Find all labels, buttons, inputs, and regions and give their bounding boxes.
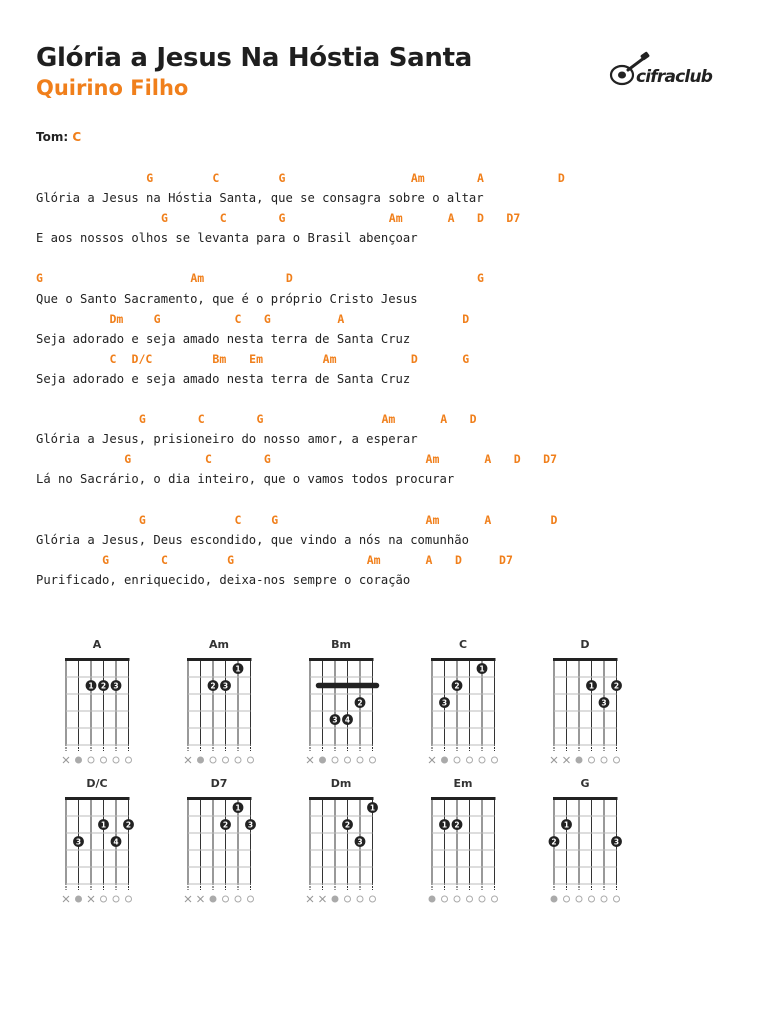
fretboard (540, 793, 630, 903)
chord-c[interactable]: C (212, 171, 220, 185)
chord-am[interactable]: Am (366, 552, 381, 567)
chord-c[interactable]: C (219, 211, 227, 226)
logo-text: cifraclub (636, 67, 713, 87)
chord-a[interactable]: A (425, 552, 433, 567)
finger-dot (245, 819, 256, 830)
finger-dot (342, 819, 353, 830)
chord-d[interactable]: D (513, 452, 521, 467)
chord-diagram-name: Am (209, 638, 229, 651)
fretboard (418, 654, 508, 764)
chord-d7[interactable]: D7 (506, 211, 521, 226)
svg-text:2: 2 (344, 820, 351, 830)
chord-c[interactable]: C (205, 452, 212, 467)
finger-dot (477, 663, 488, 674)
lyric-text: Lá no Sacrário, o dia inteiro, que o vamos todos procurar (36, 472, 455, 487)
chord-diagram-am[interactable] (174, 638, 264, 758)
chord-a[interactable]: A (484, 452, 492, 467)
svg-text:1: 1 (588, 681, 595, 691)
chord-g[interactable]: G (138, 412, 146, 427)
chord-am[interactable]: Am (190, 271, 205, 286)
svg-text:3: 3 (613, 837, 620, 847)
chord-g[interactable]: G (462, 351, 470, 366)
svg-text:3: 3 (113, 681, 119, 691)
finger-dot (367, 802, 378, 813)
chord-g[interactable]: G (138, 512, 146, 527)
chord-g[interactable]: G (146, 171, 154, 185)
finger-dot (233, 663, 244, 674)
svg-text:2: 2 (454, 820, 460, 830)
chord-c[interactable]: C (234, 311, 242, 326)
svg-text:1: 1 (441, 820, 448, 830)
chord-am[interactable]: Am (388, 211, 403, 226)
finger-dot (208, 680, 219, 691)
svg-text:2: 2 (551, 837, 557, 847)
chord-diagram-name: Bm (331, 638, 351, 651)
lyric-text: Que o Santo Sacramento, que é o próprio Cristo Jesus (36, 291, 418, 306)
chord-diagram-a[interactable] (52, 638, 142, 758)
chord-bm[interactable]: Bm (212, 351, 227, 366)
lyric-text: Glória a Jesus, prisioneiro do nosso amor, a esperar (36, 432, 418, 447)
finger-dot (439, 697, 450, 708)
chord-d7[interactable]: D7 (499, 552, 513, 567)
chord-diagram-name: A (92, 638, 102, 651)
finger-dot (561, 819, 572, 830)
lyric-text: Glória a Jesus na Hóstia Santa, que se consagra sobre o altar (36, 191, 484, 206)
svg-text:2: 2 (100, 681, 107, 691)
svg-text:2: 2 (357, 698, 363, 708)
finger-dot (355, 697, 366, 708)
song-title: Glória a Jesus Na Hóstia Santa (36, 43, 473, 73)
finger-dot (111, 680, 122, 691)
finger-dot (611, 836, 622, 847)
chord-g[interactable]: G (124, 452, 132, 467)
fretboard (174, 793, 264, 903)
chord-em[interactable]: Em (249, 351, 263, 366)
artist-name[interactable]: Quirino Filho (36, 76, 189, 100)
chord-diagram-d[interactable] (540, 638, 630, 758)
chord-c[interactable]: C (197, 412, 205, 427)
chord-diagram-name: Em (453, 777, 473, 790)
chord-diagram-name: G (580, 777, 590, 790)
svg-text:1: 1 (235, 664, 241, 674)
chord-diagram-dm[interactable] (296, 777, 386, 897)
chord-d[interactable]: D (477, 211, 484, 226)
fretboard (418, 793, 508, 903)
chord-diagram-d-c[interactable] (52, 777, 142, 897)
chord-dm[interactable]: Dm (109, 311, 124, 326)
chord-diagram-name: C (458, 638, 468, 651)
svg-text:3: 3 (441, 698, 448, 708)
finger-dot (439, 819, 450, 830)
chord-g[interactable]: G (278, 211, 286, 226)
svg-text:2: 2 (454, 681, 460, 691)
fretboard (540, 654, 630, 764)
finger-dot (452, 680, 463, 691)
chord-d[interactable]: D (454, 552, 462, 567)
chord-d[interactable]: D (469, 412, 477, 427)
finger-dot (123, 819, 134, 830)
chord-c[interactable]: C (160, 552, 168, 567)
svg-text:1: 1 (88, 681, 94, 691)
lyric-text: Purificado, enriquecido, deixa-nos sempre o coração (36, 572, 411, 587)
svg-text:2: 2 (210, 681, 216, 691)
finger-dot (355, 836, 366, 847)
finger-dot (73, 836, 84, 847)
chord-d[interactable]: D (462, 311, 470, 326)
chord-g[interactable]: G (263, 452, 271, 467)
svg-text:1: 1 (369, 803, 376, 813)
chord-am[interactable]: Am (425, 452, 440, 467)
svg-text:2: 2 (222, 820, 229, 830)
finger-dot (86, 680, 97, 691)
finger-dot (342, 714, 353, 725)
finger-dot (220, 680, 231, 691)
fretboard (296, 654, 386, 764)
chord-diagram-em[interactable] (418, 777, 508, 897)
chord-g[interactable]: G (256, 412, 264, 427)
svg-text:1: 1 (479, 664, 485, 674)
chord-d[interactable]: D (550, 512, 558, 527)
lyric-text: Seja adorado e seja amado nesta terra de Santa Cruz (36, 371, 411, 386)
finger-dot (330, 714, 341, 725)
svg-text:1: 1 (235, 803, 241, 813)
chord-a[interactable]: A (484, 512, 492, 527)
chord-diagram-d7[interactable] (174, 777, 264, 897)
chord-a[interactable]: A (440, 412, 448, 427)
chord-d[interactable]: D (410, 351, 418, 366)
lyric-text: E aos nossos olhos se levanta para o Brasil abençoar (36, 231, 418, 246)
finger-dot (98, 680, 109, 691)
chord-c[interactable]: C (234, 512, 242, 527)
svg-text:4: 4 (113, 837, 119, 847)
chord-am[interactable]: Am (322, 351, 337, 366)
lyric-text: Seja adorado e seja amado nesta terra de Santa Cruz (36, 331, 411, 346)
chord-g[interactable]: G (477, 271, 484, 286)
chord-g[interactable]: G (102, 552, 110, 567)
chord-c[interactable]: C (109, 351, 117, 366)
finger-dot (111, 836, 122, 847)
chord-diagram-name: D (580, 638, 590, 651)
svg-text:1: 1 (563, 820, 570, 830)
finger-dot (586, 680, 597, 691)
chord-d[interactable]: D (285, 271, 293, 286)
fretboard (52, 793, 142, 903)
svg-text:3: 3 (222, 681, 229, 691)
chord-g[interactable]: G (263, 311, 271, 326)
chord-g[interactable]: G (160, 211, 168, 226)
chord-diagram-g[interactable] (540, 777, 630, 897)
svg-text:3: 3 (75, 837, 82, 847)
lyric-text: Glória a Jesus, Deus escondido, que vindo a nós na comunhão (36, 532, 469, 547)
chord-diagram-name: Dm (330, 777, 352, 790)
finger-dot (233, 802, 244, 813)
finger-dot (599, 697, 610, 708)
svg-text:2: 2 (613, 681, 620, 691)
chord-g[interactable]: G (36, 271, 43, 286)
fretboard (296, 793, 386, 903)
svg-text:3: 3 (332, 715, 338, 725)
chord-d[interactable]: D (557, 171, 565, 185)
chord-g[interactable]: G (271, 512, 279, 527)
chord-g[interactable]: G (153, 311, 161, 326)
finger-dot (98, 819, 109, 830)
chord-diagram-name: D/C (86, 777, 108, 790)
chord-diagram-bm[interactable] (296, 638, 386, 758)
chord-a[interactable]: A (477, 171, 484, 185)
chord-a[interactable]: A (447, 211, 455, 226)
chord-g[interactable]: G (278, 171, 286, 185)
chord-g[interactable]: G (227, 552, 235, 567)
fretboard (174, 654, 264, 764)
svg-text:3: 3 (247, 820, 254, 830)
chord-am[interactable]: Am (381, 412, 396, 427)
svg-text:3: 3 (601, 698, 607, 708)
svg-text:4: 4 (344, 715, 351, 725)
finger-dot (452, 819, 463, 830)
chord-d7[interactable]: D7 (543, 452, 557, 467)
finger-dot (549, 836, 560, 847)
chord-diagram-c[interactable] (418, 638, 508, 758)
svg-text:3: 3 (357, 837, 363, 847)
chord-d-c[interactable]: D/C (131, 351, 153, 366)
chord-a[interactable]: A (337, 311, 345, 326)
chord-diagram-name: D7 (210, 777, 228, 790)
finger-dot (611, 680, 622, 691)
svg-text:1: 1 (100, 820, 107, 830)
key-label: Tom: (36, 130, 69, 144)
chord-am[interactable]: Am (410, 171, 425, 185)
svg-text:2: 2 (125, 820, 132, 830)
fretboard (52, 654, 142, 764)
finger-dot (220, 819, 231, 830)
chord-am[interactable]: Am (425, 512, 440, 527)
key-value[interactable]: C (72, 130, 82, 144)
